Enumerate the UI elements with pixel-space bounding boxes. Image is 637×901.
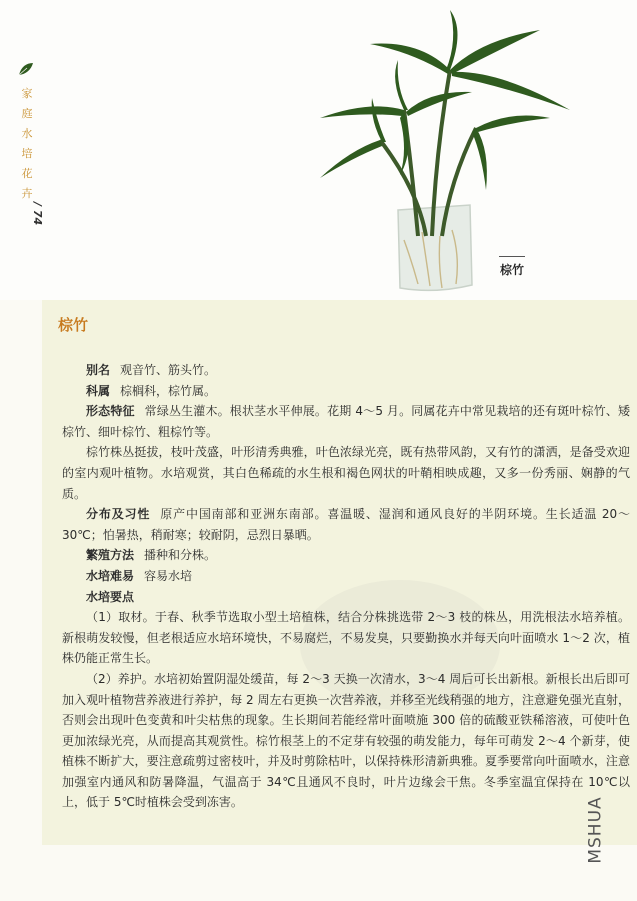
plant-photo [300, 0, 590, 300]
book-title-char: 培 [21, 147, 33, 160]
entry-distribution [62, 504, 630, 545]
entry-label: 水培难易 [86, 568, 135, 583]
entry-alias [62, 360, 630, 381]
book-title-char: 庭 [21, 107, 33, 120]
points-title: 水培要点 [86, 589, 135, 604]
entry-label: 繁殖方法 [86, 548, 135, 563]
book-title-char: 花 [21, 167, 33, 180]
entry-family [62, 381, 630, 402]
watermark-text: MSHUA [585, 796, 606, 864]
book-title-char: 家 [21, 87, 33, 100]
entry-text: 原产中国南部和亚洲东南部。喜温暖、湿润和通风良好的半阴环境。生长适温 20～30℃；怕暑热，稍耐寒；较耐阴，忌烈日暴晒。 [62, 507, 630, 542]
entry-text: 播种和分株。 [144, 548, 217, 563]
book-title-char: 水 [21, 127, 33, 140]
entry-morphology [62, 401, 630, 442]
entry-text: 容易水培 [144, 568, 193, 583]
entry-propagation [62, 545, 630, 566]
entry-text: 棕榈科，棕竹属。 [120, 383, 217, 398]
entry-difficulty [62, 566, 630, 587]
entry-label: 科属 [86, 383, 111, 398]
book-title-vertical [20, 84, 34, 204]
entry-text: 常绿丛生灌木。根状茎水平伸展。花期 4～5 月。同属花卉中常见栽培的还有斑叶棕竹、矮棕竹、细叶棕竹、粗棕竹等。 [62, 404, 630, 439]
entry-text: 观音竹、筋头竹。 [120, 363, 217, 377]
watermark [585, 780, 637, 890]
plant-heading: 棕竹 [58, 316, 89, 334]
description-paragraph: 棕竹株丛挺拔，枝叶茂盛，叶形清秀典雅，叶色浓绿光亮，既有热带风韵，又有竹的潇洒，是备受欢迎的室内观叶植物。水培观赏，其白色稀疏的水生根和褐色网状的叶鞘相映成趣，又多一份秀丽、娴静的气质。 [62, 445, 630, 501]
leaf-icon [18, 62, 34, 76]
point-paragraph: （2）养护。水培初始置阴湿处缓苗，每 2～3 天换一次清水，3～4 周后可长出新根。新根长出后即可加入观叶植物营养液进行养护，每 2 周左右更换一次营养液，并移至光线稍强的地方，注意避免强光直射，否则会出现叶色变黄和叶尖枯焦的现象。生长期间若能经常叶面喷施 300 倍的硫酸亚铁稀溶液，可使叶色更加浓绿光亮，从而提高其观赏性。棕竹根茎上的不定芽有较强的萌发能力，每年可萌发 2～4 个新芽，使植株不断扩大，要注意疏剪过密枝叶，并及时剪除枯叶，以保持株形清新典雅。夏季要常向叶面喷水，注意加强室内通风和防暑降温，气温高于 34℃且通风不良时，叶片边缘会干焦。冬季室温宜保持在 10℃以上，低于 5℃时植株会受到冻害。 [62, 671, 630, 810]
photo-caption: 棕竹 [500, 263, 525, 277]
article-body [62, 360, 630, 813]
point-paragraph: （1）取材。于春、秋季节选取小型土培植株，结合分株挑选带 2～3 枝的株丛，用洗根法水培养植。新根萌发较慢，但老根适应水培环境快，不易腐烂，不易发臭，只要勤换水并每天向叶面喷水 1～2 次，植株仍能正常生长。 [62, 610, 630, 666]
entry-label: 别名 [86, 363, 111, 377]
book-title-char: 卉 [21, 187, 33, 200]
caption-rule [499, 256, 525, 257]
entry-label: 形态特征 [86, 404, 135, 419]
page-number: / 74 [31, 202, 44, 226]
entry-label: 分布及习性 [86, 507, 151, 522]
